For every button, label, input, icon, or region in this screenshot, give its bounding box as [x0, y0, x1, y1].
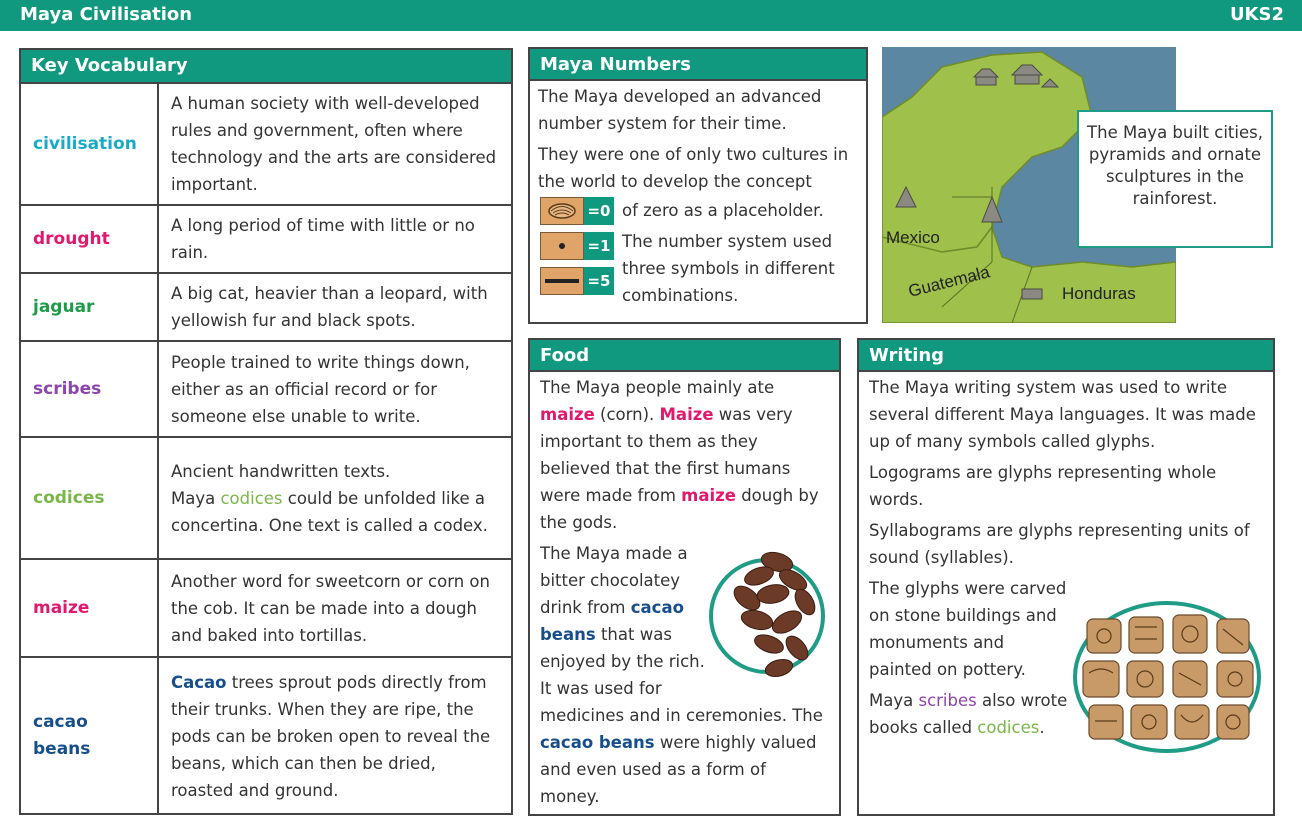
header-bar [0, 0, 1302, 31]
shell-icon [540, 197, 584, 225]
vocabulary-panel [19, 48, 513, 815]
symbol-one-label: =1 [584, 232, 614, 260]
page-title: Maya Civilisation [20, 4, 193, 25]
numbers-paragraph-2: They were one of only two cultures in the world to develop the concept [538, 145, 849, 191]
definition-drought: A long period of time with little or no rain. [158, 205, 511, 273]
writing-text-5b: also wrote books called [869, 691, 1068, 737]
keyword-cacao: Cacao [171, 672, 227, 692]
definition-codices [158, 437, 511, 559]
table-row [21, 83, 511, 205]
numbers-paragraph-4: The number system used three symbols in different combinations. [622, 232, 835, 305]
table-row [21, 657, 511, 814]
cacao-beans-image [707, 542, 835, 682]
writing-body [859, 372, 1273, 743]
definition-scribes: People trained to write things down, either as an official record or for someone else unable to write. [158, 341, 511, 437]
map-label-guatemala: Guatemala [906, 262, 992, 301]
keyword-cacao-beans: cacao beans [540, 598, 684, 644]
map-label-honduras: Honduras [1062, 284, 1136, 303]
writing-paragraph-4: The glyphs were carved on stone buildings and monuments and painted on pottery. [869, 579, 1067, 679]
vocabulary-heading: Key Vocabulary [21, 50, 511, 82]
glyphs-image [1067, 595, 1267, 755]
writing-paragraph-4-wrap [869, 575, 1263, 741]
term-cacao-beans: cacao beans [21, 657, 158, 814]
writing-panel [857, 338, 1275, 816]
writing-text-5a: Maya [869, 691, 919, 710]
keyword-cacao-beans: cacao beans [540, 733, 655, 752]
map-label-mexico: Mexico [886, 228, 940, 247]
table-row [21, 273, 511, 341]
food-paragraph-2 [540, 540, 829, 810]
definition-cacao-rest: trees sprout pods directly from their trunks. When they are ripe, the pods can be broken open to reveal the beans, which can then be dried, roasted and ground. [171, 672, 491, 800]
keyword-maize: maize [681, 486, 736, 505]
number-symbols [538, 197, 618, 297]
writing-heading: Writing [859, 340, 1273, 372]
bar-icon [540, 267, 584, 295]
numbers-side-text [622, 197, 862, 309]
symbol-zero [538, 197, 618, 227]
term-civilisation: civilisation [21, 83, 158, 205]
vocabulary-table [21, 82, 511, 814]
symbol-one [538, 232, 618, 262]
table-row [21, 341, 511, 437]
definition-codices-rest: could be unfolded like a concertina. One text is called a codex. [171, 488, 488, 535]
keyword-codices: codices [220, 488, 283, 508]
food-text-7: were highly valued and even used as a form of money. [540, 733, 817, 806]
food-text-2: (corn). [594, 405, 660, 424]
term-maize: maize [21, 559, 158, 657]
writing-paragraph-1: The Maya writing system was used to write several different Maya languages. It was made up of many symbols called glyphs. [869, 378, 1256, 451]
definition-jaguar: A big cat, heavier than a leopard, with yellowish fur and black spots. [158, 273, 511, 341]
food-body [530, 372, 839, 812]
symbol-zero-label: =0 [584, 197, 614, 225]
term-drought: drought [21, 205, 158, 273]
definition-cacao-beans [158, 657, 511, 814]
symbol-five-label: =5 [584, 267, 614, 295]
definition-codices-text: Maya [171, 488, 221, 508]
table-row [21, 205, 511, 273]
food-text-1: The Maya people mainly ate [540, 378, 775, 397]
food-panel [528, 338, 841, 816]
numbers-panel [528, 47, 868, 324]
keyword-scribes: scribes [918, 691, 977, 710]
keyword-maize: Maize [659, 405, 714, 424]
term-scribes: scribes [21, 341, 158, 437]
writing-paragraph-2: Logograms are glyphs representing whole words. [869, 463, 1217, 509]
level-badge: UKS2 [1229, 4, 1284, 25]
definition-maize: Another word for sweetcorn or corn on the cob. It can be made into a dough and baked into tortillas. [158, 559, 511, 657]
term-jaguar: jaguar [21, 273, 158, 341]
food-text-4: dough by the gods. [540, 486, 819, 532]
map-caption: The Maya built cities, pyramids and ornate sculptures in the rainforest. [1077, 110, 1273, 248]
table-row [21, 437, 511, 559]
food-text-5: The Maya made a bitter chocolatey drink from [540, 544, 688, 617]
symbol-five [538, 267, 618, 297]
definition-civilisation: A human society with well-developed rules and government, often where technology and the arts are considered important. [158, 83, 511, 205]
writing-text-5c: . [1039, 718, 1045, 737]
food-text-6: that was enjoyed by the rich. It was used for medicines and in ceremonies. The [540, 625, 823, 725]
numbers-paragraph-3: of zero as a placeholder. [622, 201, 824, 220]
writing-paragraph-3: Syllabograms are glyphs representing units of sound (syllables). [869, 521, 1250, 567]
term-codices: codices [21, 437, 158, 559]
food-paragraph-1 [540, 374, 829, 536]
numbers-symbols-area [538, 197, 858, 305]
keyword-codices: codices [977, 718, 1040, 737]
food-heading: Food [530, 340, 839, 372]
dot-icon [540, 232, 584, 260]
numbers-heading: Maya Numbers [530, 49, 866, 81]
table-row [21, 559, 511, 657]
food-text-3: was very important to them as they believed that the first humans were made from [540, 405, 793, 505]
numbers-paragraph-1: The Maya developed an advanced number system for their time. [538, 87, 822, 133]
definition-codices-line1: Ancient handwritten texts. [171, 461, 391, 481]
numbers-body [530, 81, 866, 303]
keyword-maize: maize [540, 405, 595, 424]
